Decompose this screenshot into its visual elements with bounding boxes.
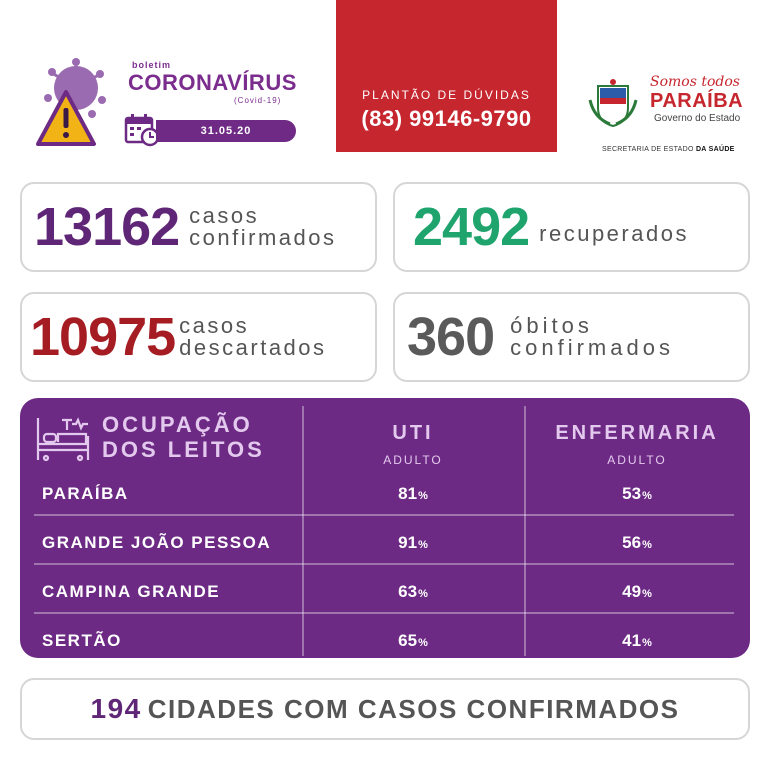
deaths-label-line1: óbitos bbox=[510, 313, 593, 338]
ward-column-header bbox=[524, 422, 750, 467]
secretariat-prefix: SECRETARIA DE ESTADO bbox=[602, 146, 694, 153]
uti-occupancy-value bbox=[302, 582, 524, 602]
percent-sign: % bbox=[418, 637, 428, 649]
bulletin-subtitle: (Covid-19) bbox=[234, 96, 282, 105]
deaths-label bbox=[510, 315, 674, 359]
occupancy-header bbox=[36, 412, 306, 472]
occupancy-row bbox=[20, 617, 750, 665]
percent-sign: % bbox=[418, 588, 428, 600]
region-name: CAMPINA GRANDE bbox=[42, 582, 221, 601]
deaths-card bbox=[393, 292, 750, 382]
occupancy-title-line1: OCUPAÇÃO bbox=[102, 412, 253, 437]
occupancy-title bbox=[102, 412, 265, 463]
recovered-label bbox=[539, 209, 689, 245]
row-divider bbox=[34, 563, 734, 565]
percent-sign: % bbox=[418, 539, 428, 551]
deaths-number: 360 bbox=[407, 307, 495, 367]
row-divider bbox=[34, 612, 734, 614]
hotline-label: PLANTÃO DE DÚVIDAS bbox=[362, 88, 531, 102]
ward-occupancy-value bbox=[524, 484, 750, 504]
occupancy-row bbox=[20, 470, 750, 518]
uti-column-header bbox=[302, 422, 524, 467]
secretariat-bold: DA SAÚDE bbox=[695, 146, 735, 153]
ward-occupancy-value bbox=[524, 631, 750, 651]
uti-value: 63 bbox=[398, 582, 418, 601]
occupancy-title-line2: DOS LEITOS bbox=[102, 437, 265, 463]
uti-occupancy-value bbox=[302, 533, 524, 553]
government-state-name: PARAÍBA bbox=[650, 90, 744, 112]
government-logo bbox=[588, 74, 748, 164]
health-secretariat bbox=[602, 146, 735, 153]
percent-sign: % bbox=[418, 490, 428, 502]
virus-warning-icon bbox=[36, 58, 108, 150]
hospital-bed-icon bbox=[36, 416, 90, 462]
ward-value: 53 bbox=[622, 484, 642, 503]
bulletin-date: 31.05.20 bbox=[156, 120, 296, 142]
uti-occupancy-value bbox=[302, 484, 524, 504]
coat-of-arms-icon bbox=[588, 78, 638, 128]
confirmed-cases-card bbox=[20, 182, 377, 272]
percent-sign: % bbox=[642, 588, 652, 600]
recovered-number: 2492 bbox=[413, 197, 530, 257]
row-divider bbox=[34, 514, 734, 516]
ward-occupancy-value bbox=[524, 582, 750, 602]
ward-occupancy-value bbox=[524, 533, 750, 553]
uti-value: 65 bbox=[398, 631, 418, 650]
discarded-cases-label bbox=[179, 315, 326, 359]
cities-count: 194 bbox=[90, 693, 142, 724]
cities-with-cases-banner bbox=[20, 678, 750, 740]
ward-value: 49 bbox=[622, 582, 642, 601]
ward-value: 56 bbox=[622, 533, 642, 552]
region-name: PARAÍBA bbox=[42, 484, 129, 503]
recovered-label-line2: recuperados bbox=[539, 221, 689, 246]
government-subtitle: Governo do Estado bbox=[654, 113, 741, 124]
bed-occupancy-panel bbox=[20, 398, 750, 658]
occupancy-row bbox=[20, 568, 750, 616]
discarded-label-line1: casos bbox=[179, 313, 250, 338]
percent-sign: % bbox=[642, 539, 652, 551]
uti-value: 91 bbox=[398, 533, 418, 552]
ward-column-title: ENFERMARIA bbox=[555, 422, 719, 444]
confirmed-label-line2: confirmados bbox=[189, 225, 337, 250]
bulletin-label: boletim bbox=[132, 60, 172, 70]
deaths-label-line2: confirmados bbox=[510, 335, 674, 360]
bulletin-title: CORONAVÍRUS bbox=[128, 70, 297, 95]
cities-label: CIDADES COM CASOS CONFIRMADOS bbox=[147, 694, 680, 724]
discarded-cases-card bbox=[20, 292, 377, 382]
hotline-banner bbox=[336, 0, 557, 152]
region-name: SERTÃO bbox=[42, 631, 122, 650]
occupancy-row bbox=[20, 519, 750, 567]
ward-column-subtitle: ADULTO bbox=[607, 453, 667, 467]
discarded-label-line2: descartados bbox=[179, 335, 327, 360]
percent-sign: % bbox=[642, 637, 652, 649]
confirmed-label-line1: casos bbox=[189, 203, 260, 228]
hotline-phone: (83) 99146-9790 bbox=[361, 106, 532, 131]
government-slogan: Somos todos bbox=[650, 74, 740, 90]
uti-column-title: UTI bbox=[392, 422, 434, 444]
discarded-cases-number: 10975 bbox=[30, 307, 176, 367]
uti-column-subtitle: ADULTO bbox=[383, 453, 443, 467]
region-name: GRANDE JOÃO PESSOA bbox=[42, 533, 272, 552]
confirmed-cases-label bbox=[189, 205, 336, 249]
uti-occupancy-value bbox=[302, 631, 524, 651]
ward-value: 41 bbox=[622, 631, 642, 650]
recovered-card bbox=[393, 182, 750, 272]
bulletin-brand bbox=[36, 58, 306, 158]
confirmed-cases-number: 13162 bbox=[34, 197, 180, 257]
uti-value: 81 bbox=[398, 484, 418, 503]
calendar-clock-icon bbox=[124, 113, 160, 147]
percent-sign: % bbox=[642, 490, 652, 502]
